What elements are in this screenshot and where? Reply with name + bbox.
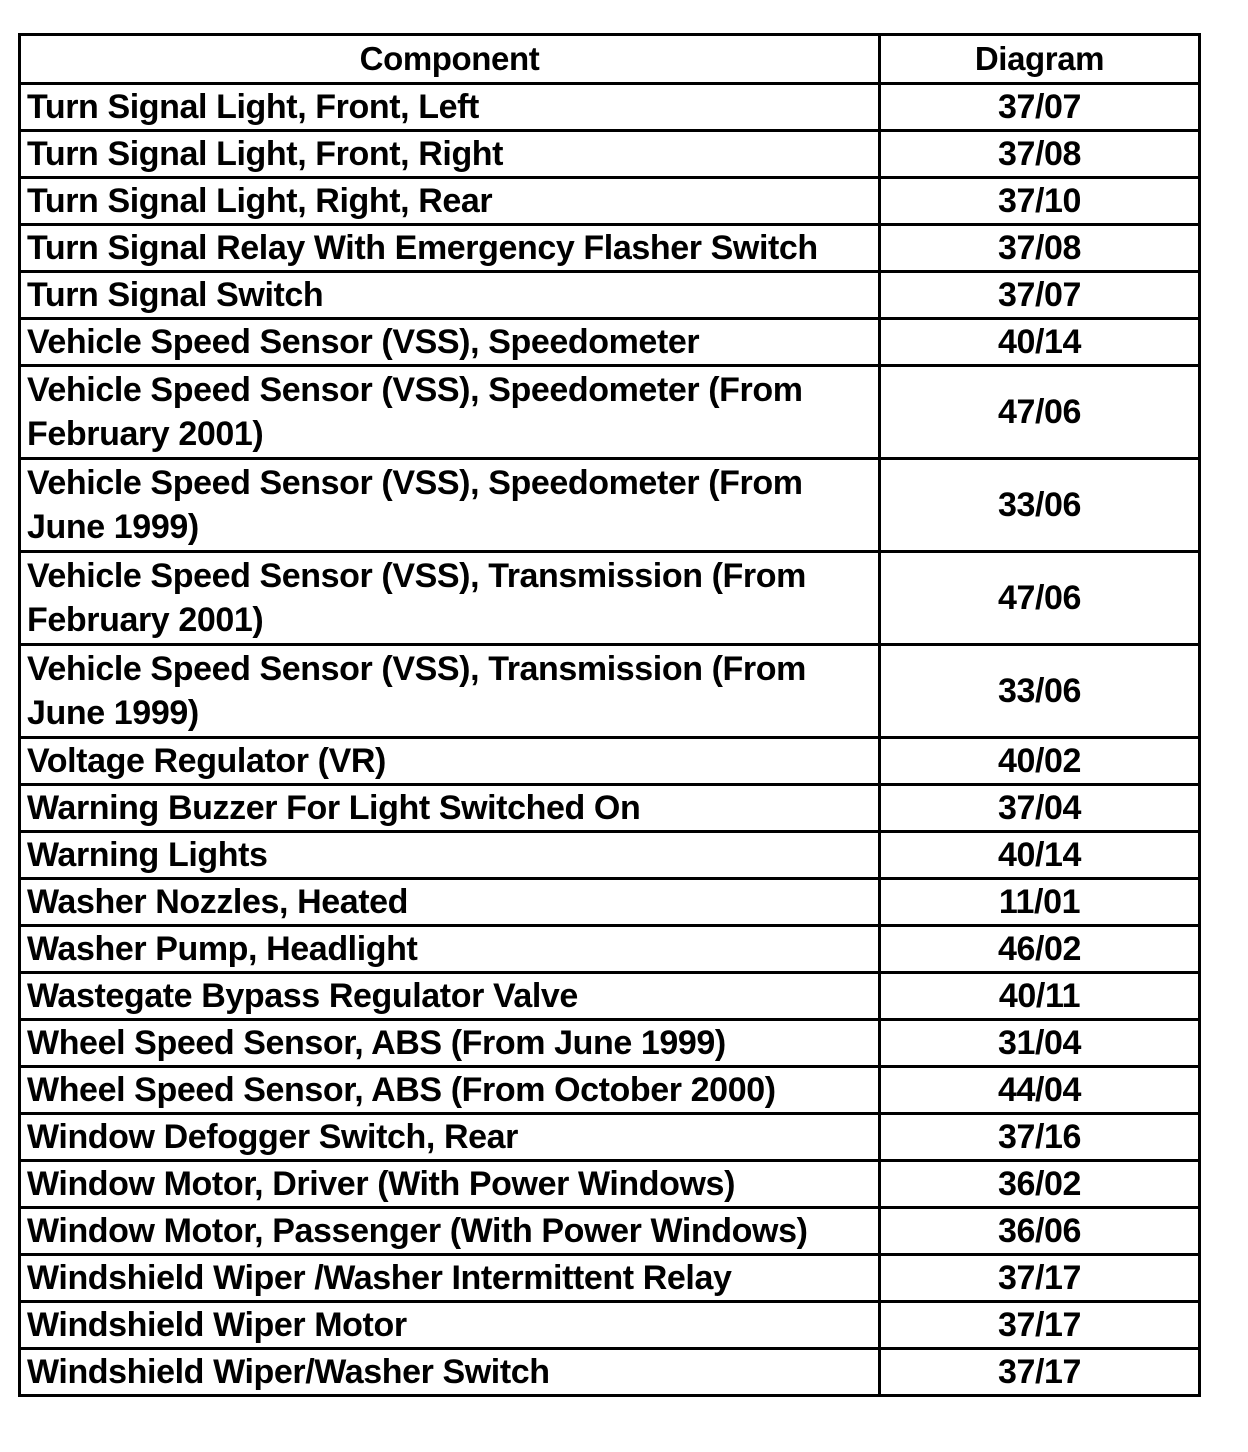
- component-cell: Turn Signal Light, Front, Right: [20, 131, 880, 178]
- table-row: [20, 1067, 1200, 1114]
- table-row: [20, 552, 1200, 645]
- diagram-cell: 40/14: [880, 832, 1200, 879]
- table-row: [20, 832, 1200, 879]
- table-row: [20, 1161, 1200, 1208]
- table-row: [20, 1255, 1200, 1302]
- diagram-cell: 31/04: [880, 1020, 1200, 1067]
- document-page: [18, 33, 1198, 1397]
- component-cell: Voltage Regulator (VR): [20, 738, 880, 785]
- component-cell: Vehicle Speed Sensor (VSS), Transmission (From February 2001): [20, 552, 880, 645]
- component-cell: Warning Lights: [20, 832, 880, 879]
- diagram-cell: 47/06: [880, 552, 1200, 645]
- diagram-cell: 37/07: [880, 84, 1200, 131]
- diagram-cell: 33/06: [880, 645, 1200, 738]
- diagram-cell: 47/06: [880, 366, 1200, 459]
- component-cell: Wheel Speed Sensor, ABS (From June 1999): [20, 1020, 880, 1067]
- table-row: [20, 272, 1200, 319]
- diagram-cell: 37/16: [880, 1114, 1200, 1161]
- component-cell: Windshield Wiper /Washer Intermittent Relay: [20, 1255, 880, 1302]
- table-row: [20, 1020, 1200, 1067]
- component-cell: Window Motor, Passenger (With Power Windows): [20, 1208, 880, 1255]
- component-cell: Window Motor, Driver (With Power Windows): [20, 1161, 880, 1208]
- component-cell: Windshield Wiper Motor: [20, 1302, 880, 1349]
- component-cell: Vehicle Speed Sensor (VSS), Speedometer (From February 2001): [20, 366, 880, 459]
- diagram-cell: 33/06: [880, 459, 1200, 552]
- diagram-cell: 40/14: [880, 319, 1200, 366]
- component-cell: Wastegate Bypass Regulator Valve: [20, 973, 880, 1020]
- table-row: [20, 926, 1200, 973]
- header-component: Component: [20, 35, 880, 84]
- table-row: [20, 879, 1200, 926]
- diagram-cell: 36/06: [880, 1208, 1200, 1255]
- diagram-cell: 37/08: [880, 225, 1200, 272]
- component-cell: Turn Signal Switch: [20, 272, 880, 319]
- component-cell: Washer Pump, Headlight: [20, 926, 880, 973]
- diagram-cell: 37/17: [880, 1302, 1200, 1349]
- component-cell: Vehicle Speed Sensor (VSS), Transmission (From June 1999): [20, 645, 880, 738]
- component-cell: Wheel Speed Sensor, ABS (From October 2000): [20, 1067, 880, 1114]
- table-row: [20, 738, 1200, 785]
- table-row: [20, 973, 1200, 1020]
- diagram-cell: 37/04: [880, 785, 1200, 832]
- diagram-cell: 37/17: [880, 1349, 1200, 1396]
- header-row: [20, 35, 1200, 84]
- table-row: [20, 366, 1200, 459]
- table-row: [20, 1349, 1200, 1396]
- diagram-cell: 36/02: [880, 1161, 1200, 1208]
- table-row: [20, 645, 1200, 738]
- table-row: [20, 1114, 1200, 1161]
- table-row: [20, 319, 1200, 366]
- component-cell: Vehicle Speed Sensor (VSS), Speedometer (From June 1999): [20, 459, 880, 552]
- diagram-cell: 37/07: [880, 272, 1200, 319]
- table-row: [20, 84, 1200, 131]
- component-cell: Windshield Wiper/Washer Switch: [20, 1349, 880, 1396]
- table-row: [20, 785, 1200, 832]
- component-cell: Turn Signal Light, Right, Rear: [20, 178, 880, 225]
- table-row: [20, 131, 1200, 178]
- component-cell: Turn Signal Relay With Emergency Flasher Switch: [20, 225, 880, 272]
- diagram-cell: 40/02: [880, 738, 1200, 785]
- table-row: [20, 1302, 1200, 1349]
- diagram-cell: 44/04: [880, 1067, 1200, 1114]
- component-cell: Window Defogger Switch, Rear: [20, 1114, 880, 1161]
- table-row: [20, 178, 1200, 225]
- component-diagram-table: [18, 33, 1201, 1397]
- component-cell: Turn Signal Light, Front, Left: [20, 84, 880, 131]
- diagram-cell: 46/02: [880, 926, 1200, 973]
- diagram-cell: 40/11: [880, 973, 1200, 1020]
- diagram-cell: 37/08: [880, 131, 1200, 178]
- component-cell: Warning Buzzer For Light Switched On: [20, 785, 880, 832]
- diagram-cell: 11/01: [880, 879, 1200, 926]
- component-cell: Vehicle Speed Sensor (VSS), Speedometer: [20, 319, 880, 366]
- diagram-cell: 37/17: [880, 1255, 1200, 1302]
- header-diagram: Diagram: [880, 35, 1200, 84]
- component-cell: Washer Nozzles, Heated: [20, 879, 880, 926]
- table-row: [20, 1208, 1200, 1255]
- table-row: [20, 459, 1200, 552]
- table-row: [20, 225, 1200, 272]
- diagram-cell: 37/10: [880, 178, 1200, 225]
